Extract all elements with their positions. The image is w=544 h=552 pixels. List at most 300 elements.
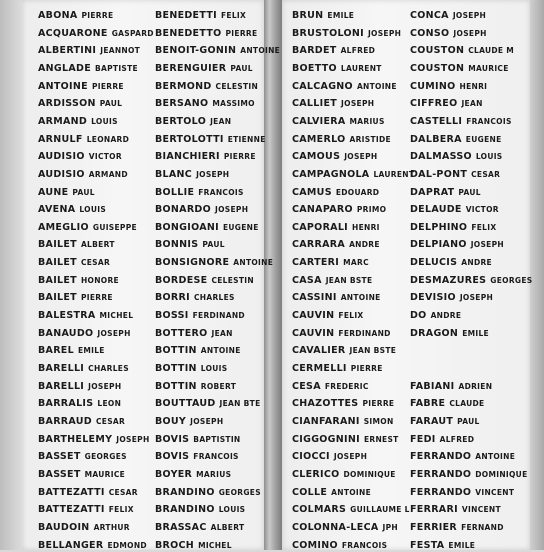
surname: ARNULF: [38, 133, 83, 145]
surname: CARRARA: [292, 239, 346, 251]
given-name: ANTOINE: [356, 81, 397, 91]
given-name: PAUL: [202, 240, 225, 250]
inscribed-name: [292, 63, 382, 75]
surname: AUDISIO: [38, 151, 85, 163]
given-name: MAURICE: [84, 469, 126, 479]
inscribed-name: [292, 98, 374, 110]
given-name: VICTOR: [465, 205, 499, 215]
given-name: BAPTISTE: [94, 63, 138, 73]
given-name: PIERRE: [362, 399, 395, 409]
surname: DEVISIO: [410, 292, 456, 304]
surname: BOTTERO: [155, 327, 208, 339]
given-name: LAURENT: [340, 63, 382, 73]
given-name: JPH: [382, 522, 398, 532]
given-name: CESAR: [471, 169, 501, 179]
surname: BELLANGER: [38, 539, 104, 551]
surname: BERMOND: [155, 80, 212, 92]
inscribed-name: [292, 434, 399, 446]
inscribed-name: [155, 28, 257, 40]
inscribed-name: [38, 257, 110, 269]
inscribed-name: [38, 81, 124, 93]
inscribed-name: [410, 204, 499, 216]
surname: ACQUARONE: [38, 27, 108, 39]
inscribed-name: [292, 398, 394, 410]
inscribed-name: [38, 151, 122, 163]
surname: BERTOLO: [155, 115, 207, 127]
inscribed-name: [155, 292, 235, 304]
wall-edge-left: [0, 0, 22, 550]
inscribed-name: [38, 292, 113, 304]
inscribed-name: [410, 416, 480, 428]
inscribed-name: [292, 204, 386, 216]
surname: BARRAUD: [38, 415, 92, 427]
given-name: JEAN BSTE: [325, 275, 373, 285]
inscribed-name: [38, 398, 121, 410]
surname: BASSET: [38, 451, 81, 463]
inscribed-name: [155, 469, 231, 481]
given-name: JOSEPH: [470, 240, 504, 250]
surname: BOSSI: [155, 310, 189, 322]
surname: BRANDINO: [155, 486, 215, 498]
inscribed-name: [38, 522, 130, 534]
inscribed-name: [38, 28, 154, 40]
given-name: EUGENE: [222, 222, 259, 232]
inscribed-name: [155, 434, 241, 446]
surname: BONSIGNORE: [155, 257, 230, 269]
inscribed-name: [38, 204, 106, 216]
given-name: HENRI: [459, 81, 488, 91]
given-name: PIERRE: [223, 152, 256, 162]
inscribed-name: [410, 328, 489, 340]
surname: COMINO: [292, 539, 338, 551]
surname: BARRALIS: [38, 398, 94, 410]
given-name: MARIUS: [349, 116, 385, 126]
inscribed-name: [38, 345, 105, 357]
surname: BRASSAC: [155, 521, 207, 533]
given-name: MARC: [343, 258, 369, 268]
surname: BENOIT-GONIN: [155, 45, 237, 57]
surname: BARELLI: [38, 380, 85, 392]
surname: BONGIOANI: [155, 221, 219, 233]
surname: CAVALIER: [292, 345, 346, 357]
surname: BAILET: [38, 292, 77, 304]
surname: FABRE: [410, 398, 446, 410]
given-name: GEORGES: [490, 275, 533, 285]
surname: CAUVIN: [292, 310, 335, 322]
surname: CESA: [292, 380, 321, 392]
inscribed-name: [38, 310, 133, 322]
inscribed-name: [155, 522, 244, 534]
inscribed-name: [155, 10, 246, 22]
given-name: LOUIS: [91, 116, 118, 126]
surname: CALVIERA: [292, 115, 346, 127]
surname: ANGLADE: [38, 62, 91, 74]
given-name: VINCENT: [475, 487, 515, 497]
given-name: CLAUDE: [449, 399, 485, 409]
given-name: JOSEPH: [215, 205, 249, 215]
inscribed-name: [410, 45, 514, 57]
inscribed-name: [292, 275, 372, 287]
surname: COUSTON: [410, 62, 465, 74]
inscribed-name: [38, 98, 122, 110]
surname: FERRANDO: [410, 451, 472, 463]
inscribed-name: [155, 398, 261, 410]
surname: CAMERLO: [292, 133, 346, 145]
surname: CIFFREO: [410, 98, 458, 110]
surname: BERENGUIER: [155, 62, 227, 74]
given-name: EUGENE: [465, 134, 502, 144]
inscribed-name: [155, 451, 239, 463]
given-name: JOSEPH: [97, 328, 131, 338]
inscribed-name: [410, 381, 492, 393]
surname: AVENA: [38, 204, 76, 216]
inscribed-name: [292, 257, 369, 269]
surname: CLERICO: [292, 468, 340, 480]
given-name: JEANNOT: [100, 46, 141, 56]
surname: DELUCIS: [410, 257, 458, 269]
surname: BARDET: [292, 45, 337, 57]
given-name: HENRI: [352, 222, 380, 232]
inscribed-name: [292, 45, 375, 57]
inscribed-name: [292, 381, 369, 393]
given-name: MAURICE: [468, 63, 509, 73]
inscribed-name: [292, 169, 414, 181]
given-name: ANDRE: [430, 311, 462, 321]
given-name: JEAN: [461, 99, 483, 109]
inscribed-name: [292, 469, 396, 481]
given-name: FERDINAND: [192, 311, 245, 321]
given-name: ETIENNE: [227, 134, 266, 144]
surname: BOETTO: [292, 62, 337, 74]
surname: DELPIANO: [410, 239, 467, 251]
surname: BAILET: [38, 257, 77, 269]
inscribed-name: [155, 187, 244, 199]
inscribed-name: [38, 187, 95, 199]
given-name: CESAR: [95, 416, 126, 426]
inscribed-name: [292, 504, 410, 516]
given-name: LEONARD: [86, 134, 130, 144]
given-name: ANTOINE: [233, 258, 274, 268]
surname: BRUSTOLONI: [292, 27, 364, 39]
given-name: CELESTIN: [211, 275, 254, 285]
given-name: ANTOINE: [200, 346, 241, 356]
inscribed-name: [292, 151, 377, 163]
given-name: ANDRE: [461, 258, 492, 268]
surname: COLMARS: [292, 504, 347, 516]
inscribed-name: [155, 275, 254, 287]
inscribed-name: [155, 239, 225, 251]
surname: DAPRAT: [410, 186, 455, 198]
inscribed-name: [410, 222, 496, 234]
inscribed-name: [292, 292, 381, 304]
given-name: FRANCOIS: [466, 116, 512, 126]
inscribed-name: [155, 222, 259, 234]
surname: BANAUDO: [38, 327, 94, 339]
inscribed-name: [38, 504, 134, 516]
inscribed-name: [38, 451, 127, 463]
given-name: PAUL: [457, 416, 480, 426]
inscribed-name: [292, 416, 394, 428]
inscribed-name: [292, 81, 397, 93]
surname: BOVIS: [155, 451, 190, 463]
surname: BAUDOIN: [38, 521, 90, 533]
given-name: GUISEPPE: [92, 222, 137, 232]
surname: CALCAGNO: [292, 80, 353, 92]
inscribed-name: [292, 222, 380, 234]
surname: FERRARI: [410, 504, 458, 516]
given-name: PIERRE: [350, 364, 383, 373]
inscribed-name: [410, 134, 502, 146]
given-name: FELIX: [220, 11, 247, 20]
surname: FERRIER: [410, 521, 458, 533]
surname: CASTELLI: [410, 115, 463, 127]
inscribed-name: [38, 363, 129, 375]
given-name: MICHEL: [99, 311, 134, 321]
inscribed-name: [410, 151, 503, 163]
surname: BRUN: [292, 10, 324, 21]
given-name: GEORGES: [84, 452, 127, 462]
given-name: ALFRED: [439, 434, 475, 444]
surname: DRAGON: [410, 327, 459, 339]
inscribed-name: [155, 487, 261, 499]
surname: CIANFARANI: [292, 415, 360, 427]
given-name: PIERRE: [91, 81, 124, 91]
given-name: FREDERIC: [324, 381, 369, 391]
surname: BOTTIN: [155, 363, 197, 374]
inscribed-name: [410, 81, 487, 93]
panel-seam: [264, 0, 282, 550]
surname: DO: [410, 310, 427, 322]
inscribed-name: [292, 522, 398, 534]
given-name: ANTOINE: [475, 452, 516, 462]
inscribed-name: [292, 451, 367, 463]
inscribed-name: [38, 10, 113, 22]
inscribed-name: [292, 310, 364, 322]
surname: BRANDINO: [155, 504, 215, 516]
surname: BENEDETTO: [155, 27, 222, 39]
inscribed-name: [292, 363, 383, 375]
given-name: LEON: [97, 399, 122, 409]
inscribed-name: [410, 169, 500, 181]
given-name: ARMAND: [88, 169, 128, 179]
surname: DALBERA: [410, 133, 462, 145]
given-name: JOSEPH: [88, 381, 122, 391]
given-name: HONORE: [80, 275, 119, 285]
surname: COUSTON: [410, 45, 465, 57]
inscribed-name: [38, 328, 131, 340]
given-name: LOUIS: [200, 364, 228, 373]
given-name: ROBERT: [200, 381, 237, 391]
surname: FESTA: [410, 539, 445, 551]
given-name: EMILE: [448, 540, 476, 550]
given-name: EMILE: [77, 346, 105, 356]
given-name: SIMON: [363, 416, 394, 426]
given-name: PRIMO: [356, 205, 387, 215]
given-name: FELIX: [108, 505, 134, 515]
surname: CUMINO: [410, 80, 456, 92]
inscribed-name: [410, 239, 504, 251]
inscribed-name: [410, 487, 514, 499]
given-name: JEAN BSTE: [349, 346, 397, 356]
surname: BORDESE: [155, 274, 208, 286]
surname: BOLLIE: [155, 186, 195, 198]
given-name: MASSIMO: [212, 99, 255, 109]
surname: DELPHINO: [410, 221, 468, 233]
surname: AMEGLIO: [38, 221, 89, 233]
inscribed-name: [292, 187, 379, 199]
inscribed-name: [410, 63, 509, 75]
given-name: EDOUARD: [335, 187, 380, 197]
inscribed-name: [38, 487, 138, 499]
inscribed-name: [410, 187, 481, 199]
inscribed-name: [38, 134, 129, 146]
given-name: JOSEPH: [341, 99, 375, 109]
given-name: JEAN BTE: [219, 399, 261, 409]
surname: CAMPAGNOLA: [292, 168, 370, 180]
given-name: JOSEPH: [333, 452, 368, 462]
given-name: PIERRE: [225, 28, 258, 38]
given-name: GASPARD: [111, 28, 154, 38]
surname: CAUVIN: [292, 327, 335, 339]
given-name: ARISTIDE: [349, 134, 391, 144]
surname: DAL-PONT: [410, 168, 468, 180]
inscribed-name: [292, 28, 401, 40]
inscribed-name: [155, 328, 233, 340]
surname: BONNIS: [155, 239, 199, 251]
given-name: JOSEPH: [453, 28, 487, 38]
given-name: EMILE: [462, 328, 489, 338]
given-name: EMILE: [327, 11, 355, 20]
surname: BOTTIN: [155, 380, 197, 392]
inscribed-name: [38, 381, 121, 393]
inscribed-name: [155, 363, 227, 375]
inscribed-name: [38, 169, 128, 181]
surname: CIGGOGNINI: [292, 433, 360, 445]
inscribed-name: [155, 134, 266, 146]
given-name: PAUL: [99, 99, 123, 109]
inscribed-name: [410, 292, 493, 304]
inscribed-name: [155, 345, 241, 357]
surname: FABIANI: [410, 380, 455, 392]
inscribed-name: [155, 257, 273, 269]
given-name: FERDINAND: [338, 328, 391, 338]
given-name: JEAN: [210, 116, 232, 126]
given-name: JOSEPH: [196, 169, 230, 179]
inscribed-name: [410, 116, 512, 128]
surname: DESMAZURES: [410, 274, 487, 286]
surname: BOTTIN: [155, 345, 197, 357]
inscribed-name: [292, 10, 354, 22]
inscribed-name: [38, 63, 138, 75]
inscribed-name: [155, 310, 245, 322]
surname: AUDISIO: [38, 168, 85, 180]
inscribed-name: [155, 45, 280, 57]
inscribed-name: [38, 469, 125, 481]
inscribed-name: [292, 487, 371, 499]
inscribed-name: [155, 63, 253, 75]
given-name: JOSEPH: [452, 11, 487, 20]
given-name: EDMOND: [107, 540, 147, 550]
surname: CASA: [292, 274, 322, 286]
surname: CONCA: [410, 10, 449, 21]
given-name: JOSEPH: [116, 434, 150, 444]
inscribed-name: [155, 204, 248, 216]
given-name: PAUL: [458, 187, 481, 197]
inscribed-name: [155, 169, 229, 181]
inscribed-name: [38, 416, 125, 428]
inscribed-name: [410, 451, 515, 463]
inscribed-name: [410, 434, 474, 446]
given-name: FRANCOIS: [198, 187, 244, 197]
surname: BOYER: [155, 468, 193, 480]
surname: BORRI: [155, 292, 190, 304]
inscribed-name: [155, 81, 258, 93]
inscribed-name: [410, 522, 504, 534]
given-name: CELESTIN: [215, 81, 259, 91]
surname: BLANC: [155, 168, 193, 180]
given-name: VICTOR: [88, 152, 122, 162]
given-name: ERNEST: [363, 434, 399, 444]
inscribed-name: [410, 28, 487, 40]
surname: CASSINI: [292, 292, 337, 304]
given-name: BAPTISTIN: [193, 434, 241, 444]
given-name: FRANCOIS: [341, 540, 388, 550]
given-name: VINCENT: [461, 505, 501, 515]
surname: CERMELLI: [292, 363, 347, 374]
surname: BATTEZATTI: [38, 486, 105, 498]
surname: BALESTRA: [38, 310, 96, 322]
inscribed-name: [155, 98, 255, 110]
inscribed-name: [38, 222, 137, 234]
inscribed-name: [292, 328, 391, 340]
given-name: ALBERT: [210, 522, 245, 532]
given-name: JOSEPH: [344, 152, 378, 162]
surname: CANAPARO: [292, 204, 353, 216]
given-name: JOSEPH: [367, 28, 402, 38]
surname: BARELLI: [38, 363, 85, 374]
surname: BONARDO: [155, 204, 211, 216]
surname: FARAUT: [410, 415, 454, 427]
given-name: PIERRE: [80, 293, 113, 303]
given-name: ANTOINE: [331, 487, 372, 497]
surname: BAILET: [38, 274, 77, 286]
inscribed-name: [38, 434, 150, 446]
surname: COLONNA-LECA: [292, 521, 379, 533]
given-name: PAUL: [72, 187, 95, 197]
surname: CAMUS: [292, 186, 332, 198]
surname: ABONA: [38, 10, 78, 21]
surname: BAREL: [38, 345, 74, 357]
given-name: LOUIS: [475, 152, 503, 162]
inscribed-name: [292, 345, 396, 357]
surname: AUNE: [38, 186, 69, 198]
surname: DALMASSO: [410, 151, 472, 163]
surname: BIANCHIERI: [155, 151, 220, 163]
inscribed-name: [410, 10, 486, 22]
given-name: FELIX: [338, 311, 364, 321]
surname: BARTHELEMY: [38, 433, 113, 445]
surname: CALLIET: [292, 98, 338, 110]
inscribed-name: [155, 416, 223, 428]
inscribed-name: [155, 116, 231, 128]
given-name: ANTOINE: [340, 293, 381, 303]
inscribed-name: [292, 134, 391, 146]
surname: BATTEZATTI: [38, 504, 105, 516]
surname: CAMOUS: [292, 151, 341, 163]
inscribed-name: [155, 151, 256, 163]
given-name: JEAN: [211, 328, 233, 338]
inscribed-name: [38, 45, 140, 57]
